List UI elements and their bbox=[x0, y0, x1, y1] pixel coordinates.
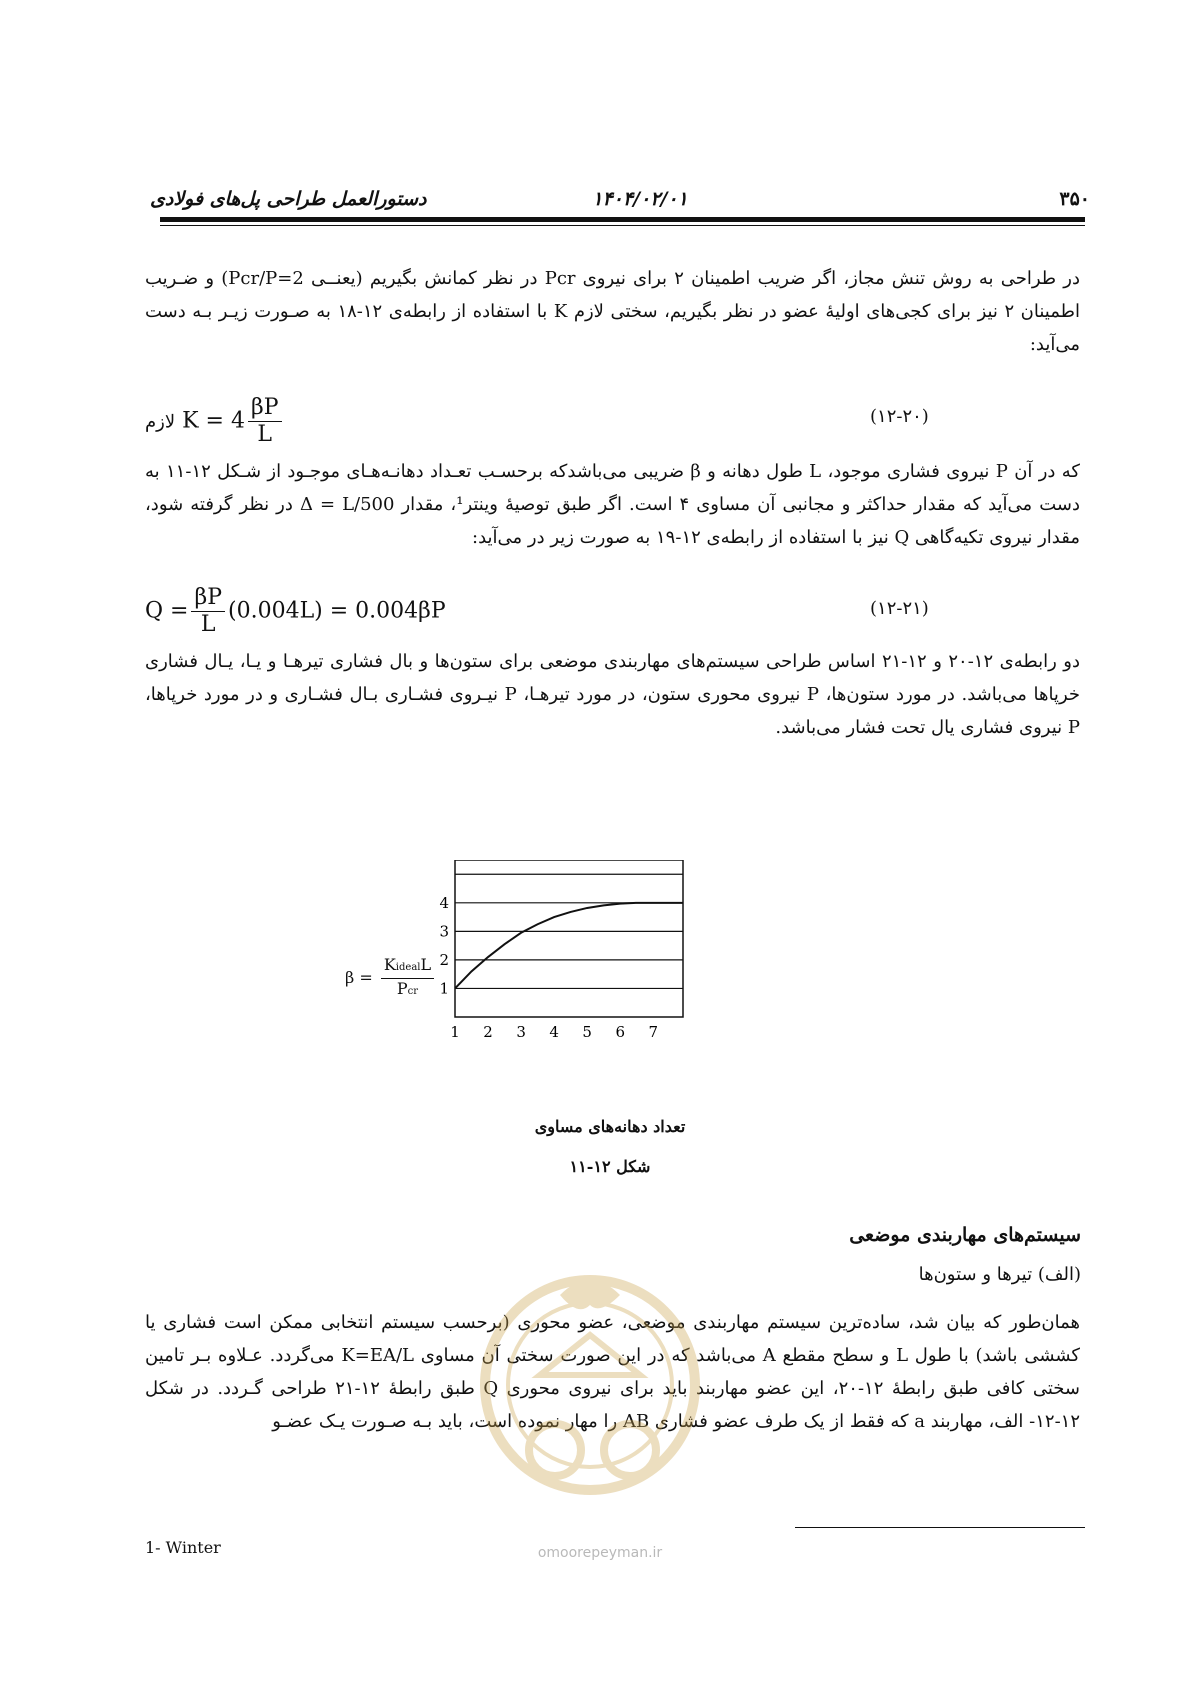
figure-caption: شکل ۱۲-۱۱ bbox=[569, 1157, 651, 1176]
eq21-denominator: L bbox=[200, 612, 216, 637]
paragraph-3: دو رابطه‌ی ۱۲-۲۰ و ۱۲-۲۱ اساس طراحی سیستم‌های مهاربندی موضعی برای ستون‌ها و بال فشاری تیرهـا و یـا، یـال فشاری خرپاها می‌باشد. در مورد ستون‌ها، P نیروی محوری ستون، در مورد تیرهـا، P نیـروی فشـاری بـال فشـاری و در مورد خرپاها، P نیروی فشاری یال تحت فشار می‌باشد. bbox=[145, 651, 1081, 738]
eq21-lhs: Q = bbox=[145, 598, 189, 624]
paragraph-4: همان‌طور که بیان شد، ساده‌ترین سیستم مهاربندی موضعی، عضو محوری (برحسب سیستم انتخابی ممکن است فشاری یا کششی باشد) با طول L و سطح مقطع A می‌باشد که در این صورت سختی آن مساوی K=EA/L می‌گردد. عـلاوه بـر تامین سختی کافی طبق رابطهٔ ۱۲-۲۰، این عضو مهاربند باید برای نیروی محوری Q طبق رابطهٔ ۱۲-۲۱ طراحی گـردد. در شکل ۱۲-۱۲- الف، مهاربند a که فقط از یک طرف عضو فشاری AB را مهار نموده است، باید بـه صـورت یـک عضـو bbox=[145, 1312, 1081, 1432]
header-rule-thick bbox=[160, 217, 1085, 222]
y-tick-label: 1 bbox=[439, 979, 449, 998]
watermark-seal-icon bbox=[470, 1255, 710, 1525]
watermark-text: omoorepeyman.ir bbox=[537, 1545, 663, 1561]
header-rule-thin bbox=[160, 225, 1085, 226]
y-tick-label: 3 bbox=[439, 922, 449, 941]
beta-num-sub: ideal bbox=[395, 962, 421, 973]
beta-den-main: P bbox=[396, 979, 408, 998]
beta-chart bbox=[430, 860, 750, 1120]
section-heading: سیستم‌های مهاربندی موضعی bbox=[849, 1224, 1081, 1246]
eq20-denominator: L bbox=[257, 422, 273, 447]
chart-frame bbox=[455, 860, 683, 1017]
eq21-numerator: βP bbox=[191, 585, 225, 612]
eq20-subscript: لازم bbox=[145, 411, 176, 433]
page-number: ۳۵۰ bbox=[1059, 188, 1090, 210]
beta-numerator bbox=[381, 955, 434, 979]
eq21-fraction bbox=[191, 585, 225, 638]
x-tick-label: 3 bbox=[516, 1023, 526, 1041]
beta-denominator bbox=[381, 979, 434, 1002]
paragraph-2: که در آن P نیروی فشاری موجود، L طول دهانه و β ضریبی می‌باشدکه برحسـب تعـداد دهانـه‌هـای موجـود از شـکل ۱۲-۱۱ به دست می‌آید که مقدار حداکثر و مجانبی آن مساوی ۴ است. اگر طبق توصیهٔ وینتر¹، مقدار Δ = L/500 در نظر گرفته شود، مقدار نیروی تکیه‌گاهی Q نیز با استفاده از رابطه‌ی ۱۲-۱۹ به صورت زیر در می‌آید: bbox=[145, 461, 1081, 548]
eq21-rhs: (0.004L) = 0.004βP bbox=[228, 598, 446, 624]
beta-num-main: K bbox=[383, 955, 396, 974]
equation-12-20 bbox=[145, 395, 285, 448]
x-tick-label: 6 bbox=[615, 1023, 625, 1041]
footnote: 1- Winter bbox=[145, 1538, 221, 1557]
eq20-number: (۱۲-۲۰) bbox=[870, 406, 929, 427]
chart-xlabel: تعداد دهانه‌های مساوی bbox=[534, 1117, 686, 1136]
beta-lhs: β = bbox=[345, 968, 373, 987]
beta-fraction bbox=[381, 955, 434, 1002]
x-tick-label: 2 bbox=[483, 1023, 493, 1041]
eq20-numerator: βP bbox=[248, 395, 282, 422]
beta-num-tail: L bbox=[420, 955, 432, 974]
footnote-rule bbox=[795, 1527, 1085, 1528]
equation-12-21 bbox=[145, 585, 446, 638]
beta-curve bbox=[455, 903, 683, 989]
y-tick-label: 2 bbox=[439, 950, 449, 969]
x-tick-label: 1 bbox=[450, 1023, 460, 1041]
y-tick-label: 4 bbox=[439, 893, 449, 912]
x-tick-label: 7 bbox=[648, 1023, 659, 1041]
eq20-lhs: K = 4 bbox=[182, 408, 245, 434]
x-tick-label: 4 bbox=[549, 1023, 559, 1041]
section-subheading: (الف) تیرها و ستون‌ها bbox=[918, 1264, 1081, 1285]
eq21-number: (۱۲-۲۱) bbox=[870, 598, 929, 619]
header-title: دستورالعمل طراحی پل‌های فولادی bbox=[150, 188, 427, 210]
paragraph-1: در طراحی به روش تنش مجاز، اگر ضریب اطمینان ۲ برای نیروی Pcr در نظر کمانش بگیریم (یعنــی Pcr/P=2) و ضـریب اطمینان ۲ نیز برای کجی‌های اولیهٔ عضو در نظر بگیریم، سختی لازم K با استفاده از رابطه‌ی ۱۲-۱۸ به صـورت زیـر بـه دست می‌آید: bbox=[145, 268, 1080, 355]
eq20-fraction bbox=[248, 395, 282, 448]
beta-den-sub: cr bbox=[407, 986, 419, 997]
x-tick-label: 5 bbox=[582, 1023, 592, 1041]
beta-definition bbox=[345, 955, 437, 1002]
header-date: ۱۴۰۴/۰۲/۰۱ bbox=[592, 188, 688, 210]
